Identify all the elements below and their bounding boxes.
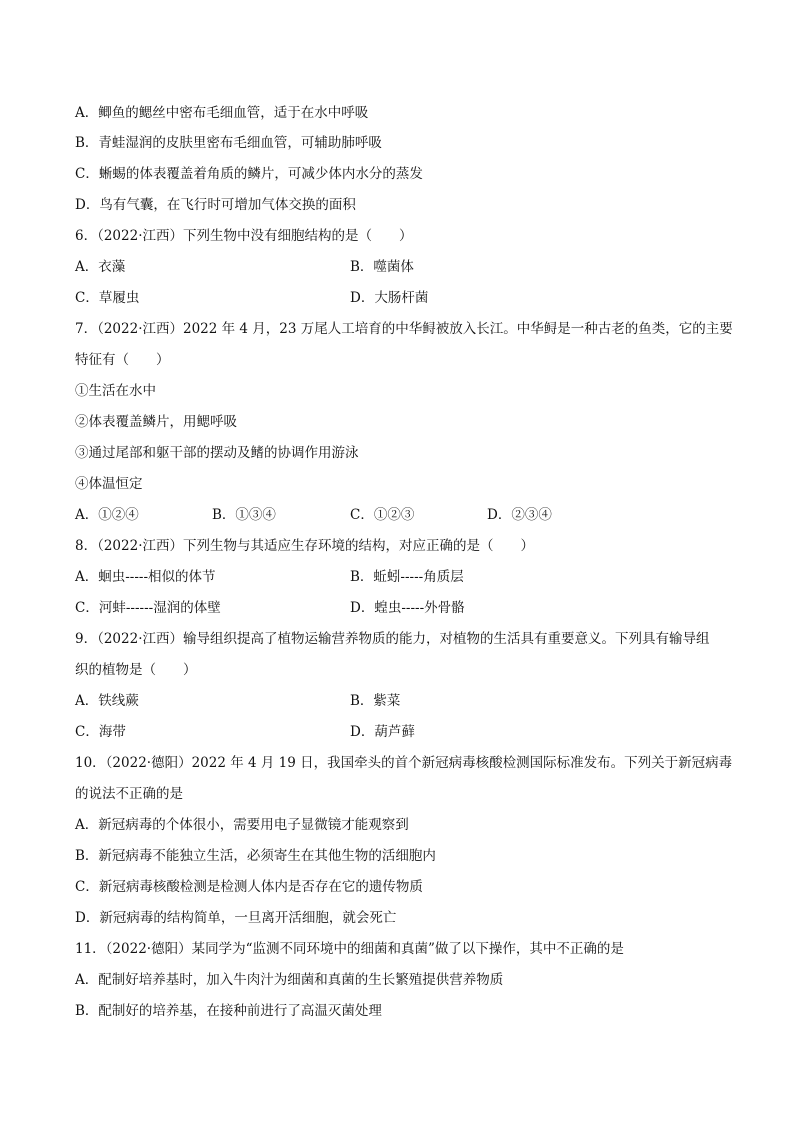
q7-option-b: B．①③④ [212,507,276,523]
q6-stem: 6．（2022·江西）下列生物中没有细胞结构的是（ ） [75,228,413,244]
q8-option-d: D．蝗虫-----外骨骼 [350,600,465,616]
q9-stem-line2: 织的植物是（ ） [75,662,197,678]
q11-option-a: A．配制好培养基时，加入牛肉汁为细菌和真菌的生长繁殖提供营养物质 [75,972,504,988]
q10-option-a: A．新冠病毒的个体很小，需要用电子显微镜才能观察到 [75,817,409,833]
q9-option-d: D．葫芦藓 [350,724,415,740]
q9-stem-line1: 9．（2022·江西）输导组织提高了植物运输营养物质的能力，对植物的生活具有重要意义。下列具有输导组 [75,631,710,647]
q7-stem-line1: 7．（2022·江西）2022 年 4 月，23 万尾人工培育的中华鲟被放入长江。中华鲟是一种古老的鱼类，它的主要 [75,321,733,337]
q7-statement-1: ①生活在水中 [75,383,156,399]
q7-stem-line2: 特征有（ ） [75,352,170,368]
q8-option-c: C．河蚌------湿润的体壁 [75,600,221,616]
q7-statement-3: ③通过尾部和躯干部的摆动及鳍的协调作用游泳 [75,445,359,461]
q10-option-d: D．新冠病毒的结构简单，一旦离开活细胞，就会死亡 [75,910,397,926]
q10-stem-line2: 的说法不正确的是 [75,786,183,802]
q9-option-c: C．海带 [75,724,126,740]
q5-option-b: B．青蛙湿润的皮肤里密布毛细血管，可辅助肺呼吸 [75,135,382,151]
q7-option-a: A．①②④ [75,507,139,523]
q9-option-b: B．紫菜 [350,693,401,709]
q7-statement-2: ②体表覆盖鳞片，用鳃呼吸 [75,414,237,430]
q11-stem: 11．（2022·德阳）某同学为“监测不同环境中的细菌和真菌”做了以下操作，其中不正确的是 [75,941,624,957]
q6-option-b: B．噬菌体 [350,259,414,275]
q8-stem: 8．（2022·江西）下列生物与其适应生存环境的结构，对应正确的是（ ） [75,538,534,554]
q5-option-a: A．鲫鱼的鳃丝中密布毛细血管，适于在水中呼吸 [75,105,369,121]
q11-option-b: B．配制好的培养基，在接种前进行了高温灭菌处理 [75,1003,382,1019]
q6-option-a: A．衣藻 [75,259,126,275]
q5-option-d: D．鸟有气囊，在飞行时可增加气体交换的面积 [75,197,356,213]
q10-stem-line1: 10．（2022·德阳）2022 年 4 月 19 日，我国牵头的首个新冠病毒核酸检测国际标准发布。下列关于新冠病毒 [75,755,733,771]
q7-option-d: D．②③④ [487,507,552,523]
q9-option-a: A．铁线蕨 [75,693,139,709]
q6-option-c: C．草履虫 [75,290,140,306]
q7-option-c: C．①②③ [350,507,415,523]
q7-statement-4: ④体温恒定 [75,476,143,492]
q8-option-a: A．蛔虫-----相似的体节 [75,569,216,585]
q10-option-c: C．新冠病毒核酸检测是检测人体内是否存在它的遗传物质 [75,879,423,895]
q10-option-b: B．新冠病毒不能独立生活，必须寄生在其他生物的活细胞内 [75,848,436,864]
q5-option-c: C．蜥蜴的体表覆盖着角质的鳞片，可减少体内水分的蒸发 [75,166,423,182]
q6-option-d: D．大肠杆菌 [350,290,429,306]
q8-option-b: B．蚯蚓-----角质层 [350,569,464,585]
